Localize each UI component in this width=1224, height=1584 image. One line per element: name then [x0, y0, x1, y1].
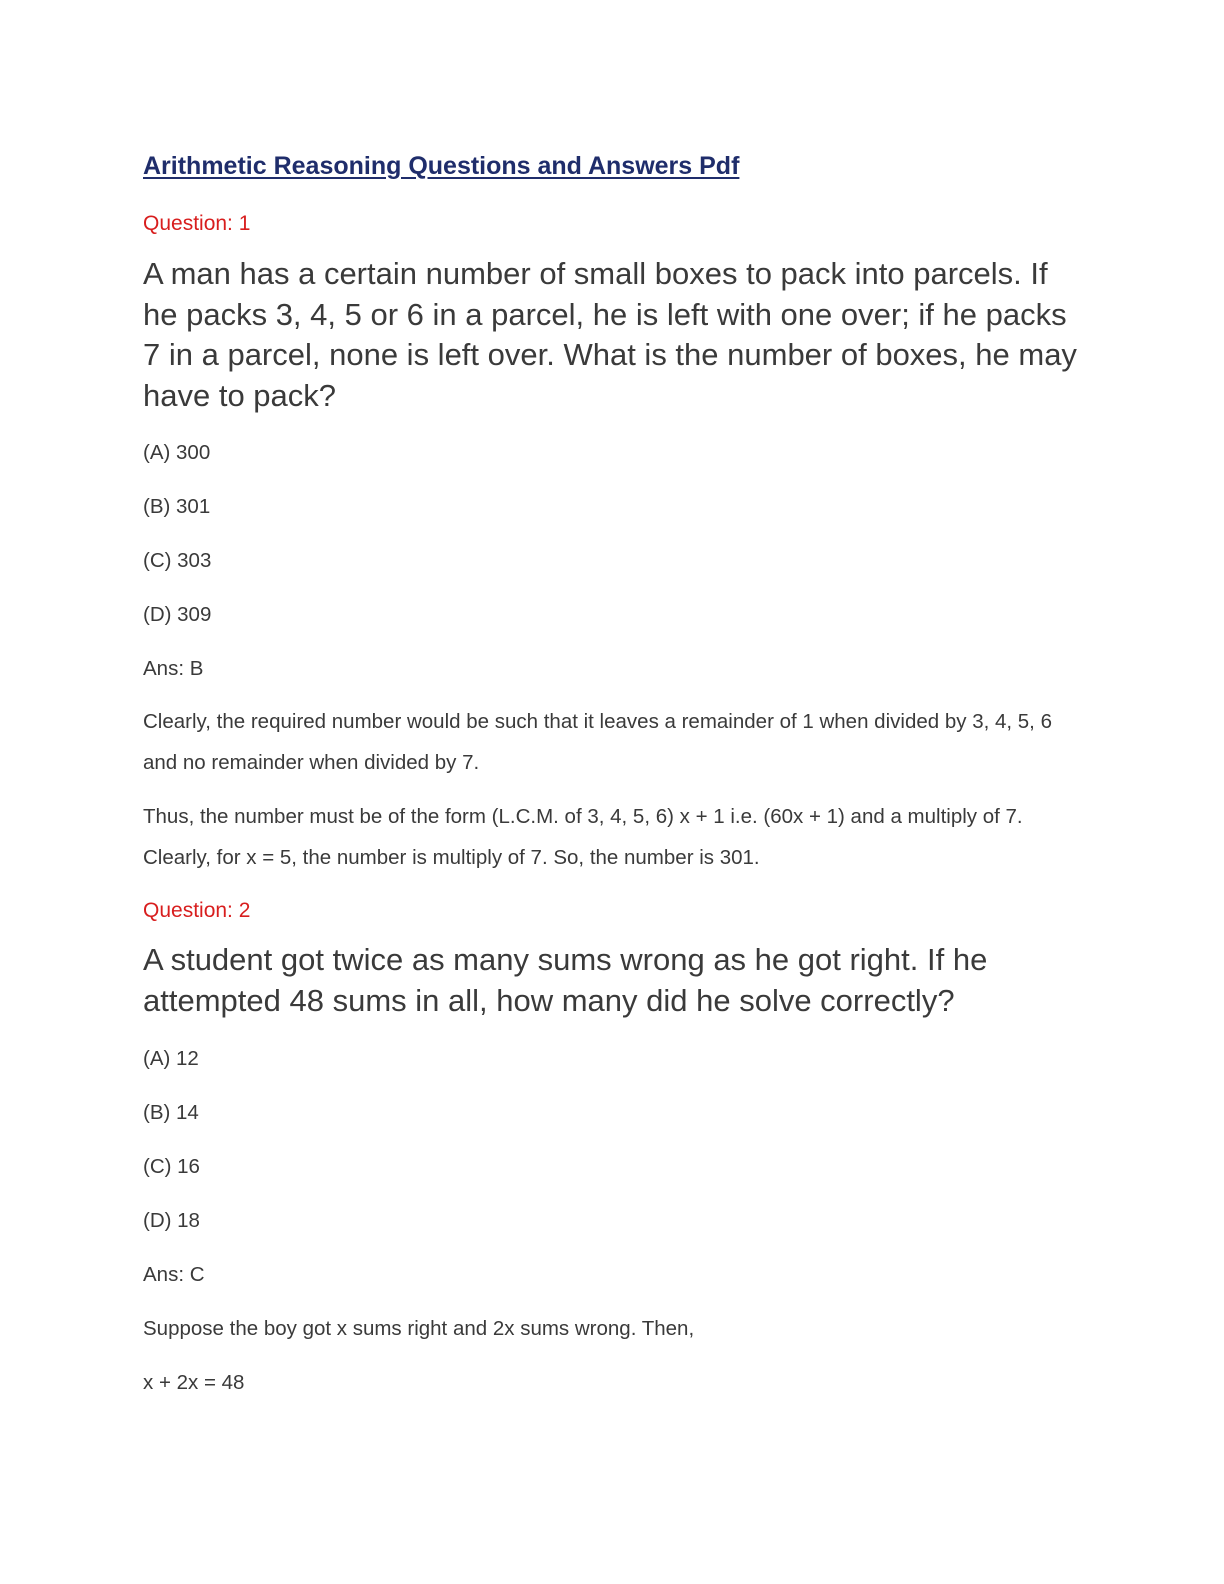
question-1-label: Question: 1 [143, 212, 251, 235]
question-2-explanation-2: x + 2x = 48 [143, 1371, 245, 1394]
question-2-option-c: (C) 16 [143, 1155, 200, 1178]
question-2-option-d: (D) 18 [143, 1209, 200, 1232]
question-2-answer: Ans: C [143, 1263, 205, 1286]
question-2-label: Question: 2 [143, 899, 251, 922]
question-1-option-b: (B) 301 [143, 495, 211, 518]
question-1-answer: Ans: B [143, 657, 204, 680]
question-2-explanation-1: Suppose the boy got x sums right and 2x sums wrong. Then, [143, 1317, 695, 1340]
question-1-option-a: (A) 300 [143, 441, 211, 464]
question-2-option-b: (B) 14 [143, 1101, 199, 1124]
question-1-option-d: (D) 309 [143, 603, 212, 626]
question-1-explanation-2: Thus, the number must be of the form (L.C.M. of 3, 4, 5, 6) x + 1 i.e. (60x + 1) and a multiply of 7. Clearly, for x = 5, the number is multiply of 7. So, the number is 301. [143, 805, 1023, 869]
document-title[interactable]: Arithmetic Reasoning Questions and Answers Pdf [143, 152, 740, 180]
question-2-option-a: (A) 12 [143, 1047, 199, 1070]
question-1-option-c: (C) 303 [143, 549, 212, 572]
question-2-text: A student got twice as many sums wrong as he got right. If he attempted 48 sums in all, how many did he solve correctly? [143, 942, 988, 1018]
question-1-explanation-1: Clearly, the required number would be such that it leaves a remainder of 1 when divided by 3, 4, 5, 6 and no remainder when divided by 7. [143, 710, 1052, 774]
question-1-text: A man has a certain number of small boxes to pack into parcels. If he packs 3, 4, 5 or 6 in a parcel, he is left with one over; if he packs 7 in a parcel, none is left over. What is the number of boxes, he may have to pack? [143, 256, 1077, 413]
